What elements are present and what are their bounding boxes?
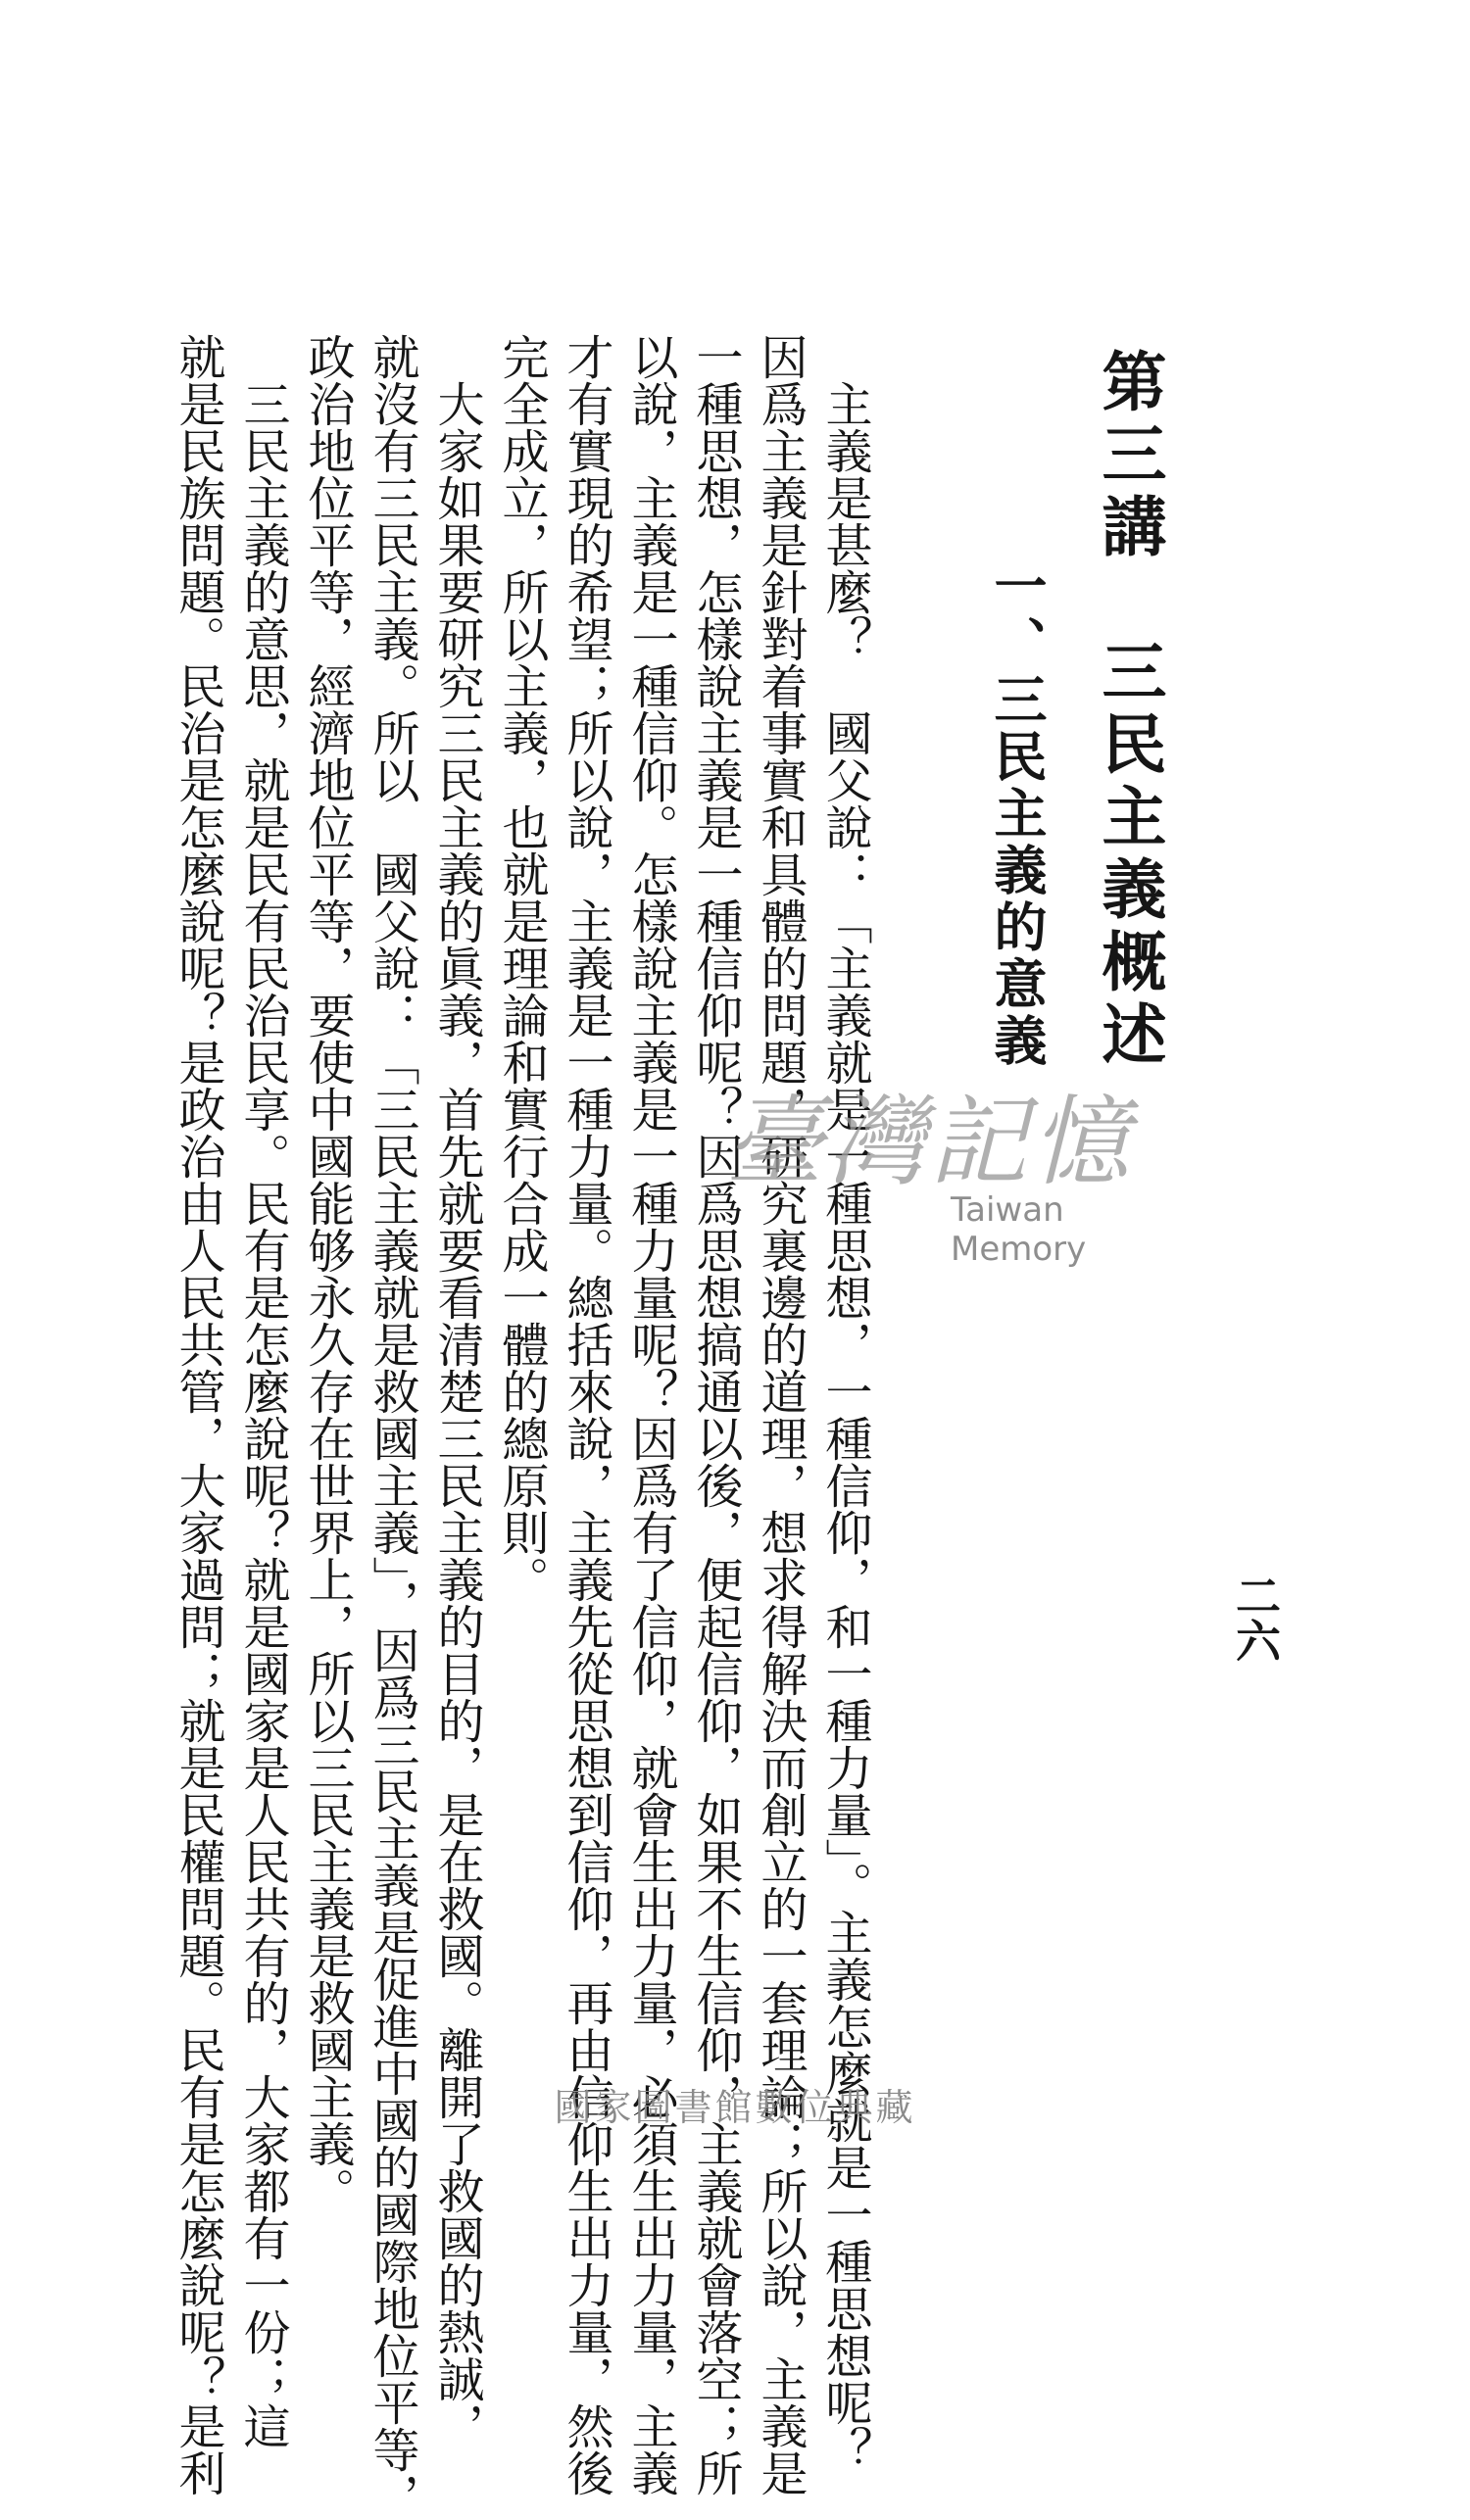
body-line: 政治地位平等，經濟地位平等，要使中國能够永久存在世界上，所以三民主義是救國主義。	[300, 333, 355, 2214]
watermark-script: 臺灣記憶	[725, 1085, 1133, 1199]
body-line: 完全成立，所以主義，也就是理論和實行合成一體的總原則。	[494, 333, 549, 1603]
watermark-latin: Taiwan Memory	[951, 1190, 1087, 1269]
body-line: 主義是甚麼？ 國父說：「主義就是一種思想，一種信仰，和一種力量」。主義怎麼就是一種思想呢？	[817, 333, 872, 2473]
section-title: 一、三民主義的意義	[986, 558, 1049, 1070]
body-line: 三民主義的意思，就是民有民治民享。民有是怎麼說呢？就是國家是人民共有的，大家都有一份；這	[235, 333, 290, 2449]
body-line: 才有實現的希望；所以說，主義是一種力量。總括來說，主義先從思想到信仰，再由信仰生出力量，然後	[559, 333, 613, 2496]
body-line: 因爲主義是針對着事實和具體的問題，研究裏邊的道理，想求得解決而創立的一套理論；所以說，主義是	[753, 333, 808, 2496]
body-line: 大家如果要研究三民主義的眞義，首先就要看清楚三民主義的目的，是在救國。離開了救國的熱誠，	[429, 333, 484, 2449]
body-line: 一種思想，怎樣說主義是一種信仰呢？因爲思想搞通以後，便起信仰，如果不生信仰，主義就會落空；所	[688, 333, 743, 2496]
body-line: 就是民族問題。民治是怎麼說呢？是政治由人民共管，大家過問；就是民權問題。民有是怎麼說呢？是利	[171, 333, 225, 2496]
watermark	[725, 1063, 1196, 1269]
chapter-title: 第三講 三民主義概述	[1091, 348, 1167, 1073]
footer-credit: 國家圖書館數位典藏	[554, 2086, 916, 2129]
body-line: 就沒有三民主義。所以 國父說：「三民主義就是救國主義」，因爲三民主義是促進中國的國際地位平等，	[365, 333, 419, 2520]
body-line: 以說，主義是一種信仰。怎樣說主義是一種力量呢？因爲有了信仰，就會生出力量，必須生出力量，主義	[623, 333, 678, 2496]
page-number: 二六	[1229, 1573, 1282, 1663]
